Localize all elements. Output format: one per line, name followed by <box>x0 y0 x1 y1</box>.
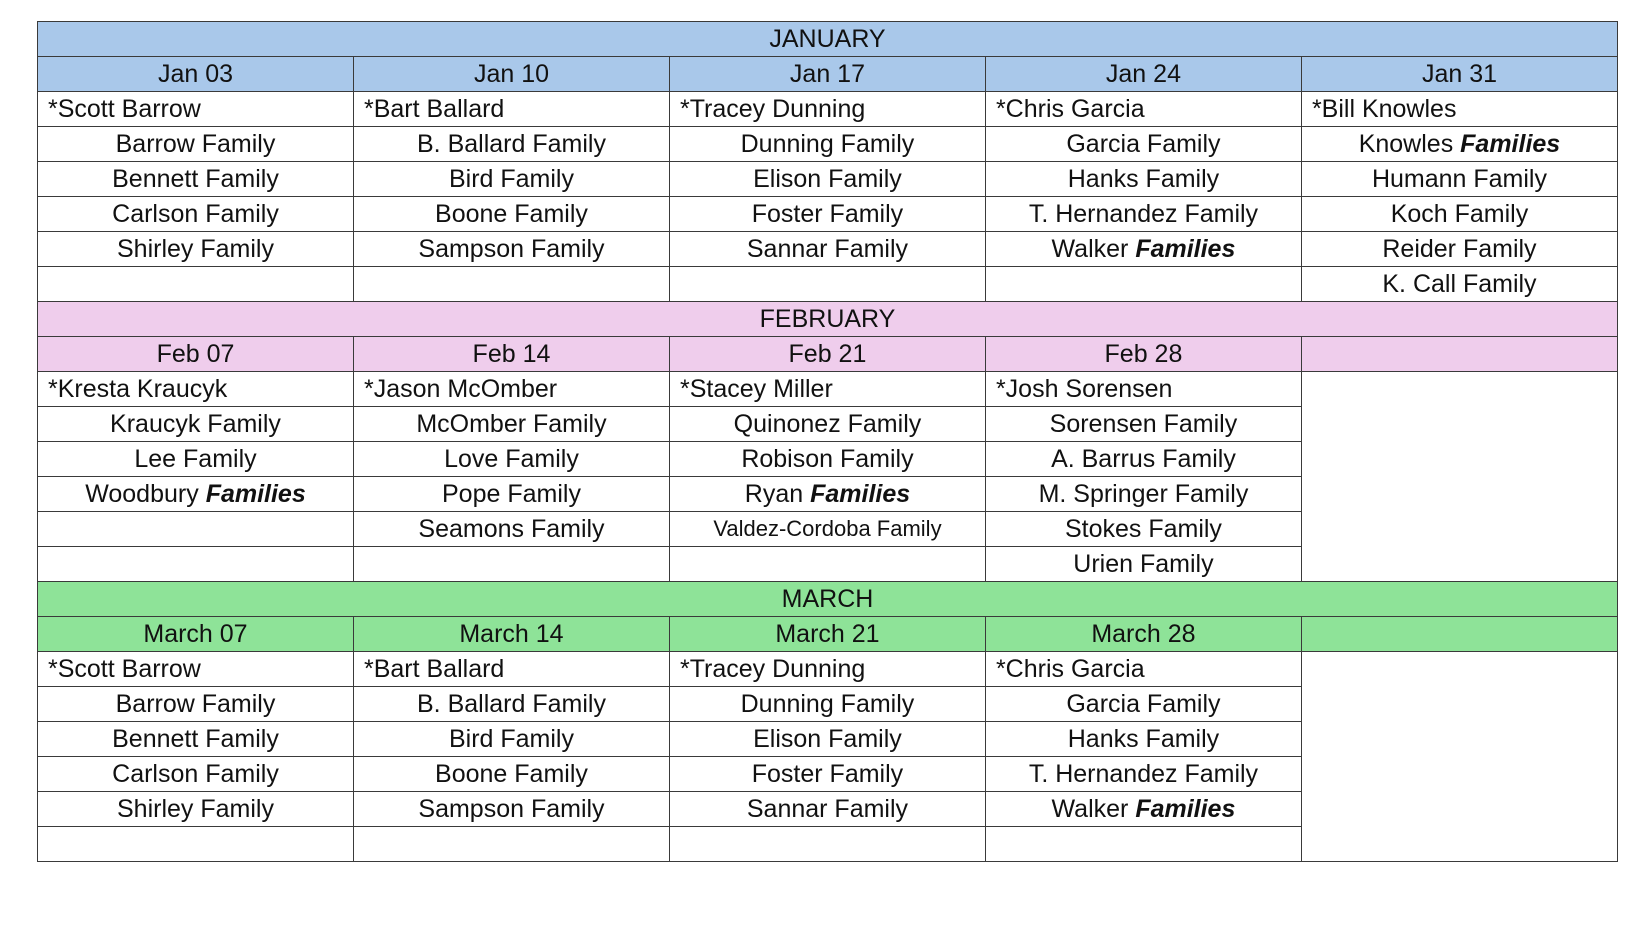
family-cell <box>985 407 1301 442</box>
family-cell <box>353 687 669 722</box>
family-name: Boone Family <box>435 759 588 788</box>
team-lead: *Stacey Miller <box>669 372 985 407</box>
family-cell <box>38 442 354 477</box>
family-name: Elison Family <box>753 724 902 753</box>
schedule-row <box>38 92 1618 127</box>
family-name: Carlson Family <box>112 199 279 228</box>
team-lead: *Scott Barrow <box>38 92 354 127</box>
families-emphasis: Families <box>205 479 306 508</box>
date-row <box>38 617 1618 652</box>
family-cell <box>985 547 1301 582</box>
family-name: Barrow Family <box>115 689 276 718</box>
family-cell <box>38 757 354 792</box>
empty-cell <box>669 827 985 862</box>
family-cell <box>353 197 669 232</box>
month-row <box>38 582 1618 617</box>
families-emphasis: Families <box>1460 129 1561 158</box>
date-row <box>38 57 1618 92</box>
empty-cell <box>38 827 354 862</box>
family-name: Pope Family <box>442 479 581 508</box>
family-cell <box>38 232 354 267</box>
family-cell <box>985 162 1301 197</box>
family-cell <box>985 442 1301 477</box>
team-lead: *Jason McOmber <box>353 372 669 407</box>
family-name: Dunning Family <box>740 689 915 718</box>
empty-cell <box>353 827 669 862</box>
team-lead: *Bart Ballard <box>353 652 669 687</box>
family-name: Shirley Family <box>117 234 274 263</box>
family-name: Foster Family <box>751 759 904 788</box>
family-cell <box>353 792 669 827</box>
family-name: Bird Family <box>448 164 574 193</box>
family-name: Bennett Family <box>112 164 279 193</box>
family-name: Reider Family <box>1382 234 1537 263</box>
schedule-table <box>37 21 1618 862</box>
date-header: March 28 <box>985 617 1301 652</box>
family-name: Shirley Family <box>117 794 274 823</box>
date-header: Feb 14 <box>353 337 669 372</box>
team-lead: *Bill Knowles <box>1301 92 1617 127</box>
schedule-row <box>38 197 1618 232</box>
family-cell <box>353 127 669 162</box>
empty-cell <box>353 267 669 302</box>
family-name: T. Hernandez Family <box>1028 759 1259 788</box>
team-lead: *Scott Barrow <box>38 652 354 687</box>
family-name: Boone Family <box>435 199 588 228</box>
families-emphasis: Families <box>810 479 911 508</box>
family-name: Walker <box>1051 794 1129 823</box>
family-cell <box>985 477 1301 512</box>
family-cell <box>669 792 985 827</box>
family-name: Kraucyk Family <box>110 409 281 438</box>
family-name: Seamons Family <box>418 514 605 543</box>
family-name: Sannar Family <box>746 234 909 263</box>
date-header: March 07 <box>38 617 354 652</box>
family-name: Stokes Family <box>1064 514 1222 543</box>
family-name: A. Barrus Family <box>1051 444 1236 473</box>
family-cell <box>985 512 1301 547</box>
family-cell <box>353 477 669 512</box>
family-name: Elison Family <box>753 164 902 193</box>
family-name: Knowles <box>1358 129 1454 158</box>
family-cell <box>38 722 354 757</box>
family-cell <box>38 162 354 197</box>
family-cell <box>669 442 985 477</box>
family-name: Walker <box>1051 234 1129 263</box>
empty-cell <box>38 547 354 582</box>
team-lead: *Tracey Dunning <box>669 92 985 127</box>
team-lead: *Bart Ballard <box>353 92 669 127</box>
family-name: Valdez-Cordoba Family <box>713 516 942 541</box>
family-cell <box>669 477 985 512</box>
family-cell <box>669 232 985 267</box>
team-lead: *Kresta Kraucyk <box>38 372 354 407</box>
family-cell <box>353 232 669 267</box>
family-name: Sampson Family <box>418 234 605 263</box>
schedule-body <box>38 22 1618 862</box>
family-cell <box>353 512 669 547</box>
family-name: Hanks Family <box>1067 724 1220 753</box>
family-name: Ryan <box>744 479 804 508</box>
empty-cell <box>669 267 985 302</box>
family-cell <box>985 127 1301 162</box>
date-header: Jan 31 <box>1301 57 1617 92</box>
date-header: March 14 <box>353 617 669 652</box>
schedule-row <box>38 372 1618 407</box>
family-name: M. Springer Family <box>1038 479 1249 508</box>
family-cell <box>38 477 354 512</box>
family-cell <box>38 197 354 232</box>
date-row <box>38 337 1618 372</box>
date-header: Jan 10 <box>353 57 669 92</box>
empty-cell <box>38 512 354 547</box>
family-cell <box>353 442 669 477</box>
family-name: Love Family <box>444 444 579 473</box>
family-name: Humann Family <box>1371 164 1547 193</box>
team-lead: *Tracey Dunning <box>669 652 985 687</box>
family-cell <box>38 687 354 722</box>
family-cell <box>353 407 669 442</box>
family-name: Carlson Family <box>112 759 279 788</box>
family-cell <box>985 792 1301 827</box>
team-lead: *Chris Garcia <box>985 92 1301 127</box>
family-name: Dunning Family <box>740 129 915 158</box>
family-cell <box>985 687 1301 722</box>
family-name: Sannar Family <box>746 794 909 823</box>
family-cell <box>669 687 985 722</box>
family-cell <box>669 407 985 442</box>
empty-date-header <box>1301 617 1617 652</box>
family-name: T. Hernandez Family <box>1028 199 1259 228</box>
family-name: Hanks Family <box>1067 164 1220 193</box>
date-header: Feb 21 <box>669 337 985 372</box>
date-header: March 21 <box>669 617 985 652</box>
empty-cell <box>38 267 354 302</box>
family-cell <box>38 792 354 827</box>
family-cell <box>1301 197 1617 232</box>
month-row <box>38 22 1618 57</box>
blank-area <box>1301 652 1617 862</box>
team-lead: *Josh Sorensen <box>985 372 1301 407</box>
family-cell <box>985 197 1301 232</box>
family-name: Bird Family <box>448 724 574 753</box>
family-name: Garcia Family <box>1066 129 1221 158</box>
schedule-row <box>38 232 1618 267</box>
family-cell <box>1301 267 1617 302</box>
team-lead: *Chris Garcia <box>985 652 1301 687</box>
month-header: JANUARY <box>38 22 1618 57</box>
family-name: Garcia Family <box>1066 689 1221 718</box>
family-name: Sampson Family <box>418 794 605 823</box>
family-cell <box>38 127 354 162</box>
family-cell <box>353 722 669 757</box>
family-cell <box>38 407 354 442</box>
family-name: Sorensen Family <box>1049 409 1238 438</box>
family-cell <box>1301 232 1617 267</box>
family-name: McOmber Family <box>416 409 607 438</box>
family-name: Lee Family <box>134 444 257 473</box>
empty-cell <box>353 547 669 582</box>
family-name: Foster Family <box>751 199 904 228</box>
family-cell <box>985 757 1301 792</box>
family-name: Koch Family <box>1390 199 1529 228</box>
family-cell <box>669 197 985 232</box>
family-name: Quinonez Family <box>733 409 922 438</box>
family-cell <box>1301 162 1617 197</box>
families-emphasis: Families <box>1135 234 1236 263</box>
family-cell <box>353 162 669 197</box>
date-header: Jan 03 <box>38 57 354 92</box>
family-cell <box>1301 127 1617 162</box>
schedule-row <box>38 267 1618 302</box>
empty-cell <box>985 827 1301 862</box>
family-name: Bennett Family <box>112 724 279 753</box>
family-cell <box>985 722 1301 757</box>
family-cell <box>669 757 985 792</box>
family-cell <box>353 757 669 792</box>
family-cell <box>669 162 985 197</box>
family-name: Woodbury <box>85 479 199 508</box>
empty-cell <box>669 547 985 582</box>
schedule-row <box>38 652 1618 687</box>
blank-area <box>1301 372 1617 582</box>
family-name: Robison Family <box>741 444 914 473</box>
family-name: K. Call Family <box>1382 269 1537 298</box>
schedule-row <box>38 127 1618 162</box>
families-emphasis: Families <box>1135 794 1236 823</box>
date-header: Feb 28 <box>985 337 1301 372</box>
family-name: B. Ballard Family <box>417 689 606 718</box>
empty-date-header <box>1301 337 1617 372</box>
date-header: Feb 07 <box>38 337 354 372</box>
family-cell <box>985 232 1301 267</box>
family-cell <box>669 722 985 757</box>
family-cell <box>669 127 985 162</box>
month-header: FEBRUARY <box>38 302 1618 337</box>
family-name: Urien Family <box>1073 549 1214 578</box>
date-header: Jan 24 <box>985 57 1301 92</box>
month-row <box>38 302 1618 337</box>
family-cell <box>669 512 985 547</box>
month-header: MARCH <box>38 582 1618 617</box>
family-name: B. Ballard Family <box>417 129 606 158</box>
family-name: Barrow Family <box>115 129 276 158</box>
empty-cell <box>985 267 1301 302</box>
schedule-row <box>38 162 1618 197</box>
date-header: Jan 17 <box>669 57 985 92</box>
